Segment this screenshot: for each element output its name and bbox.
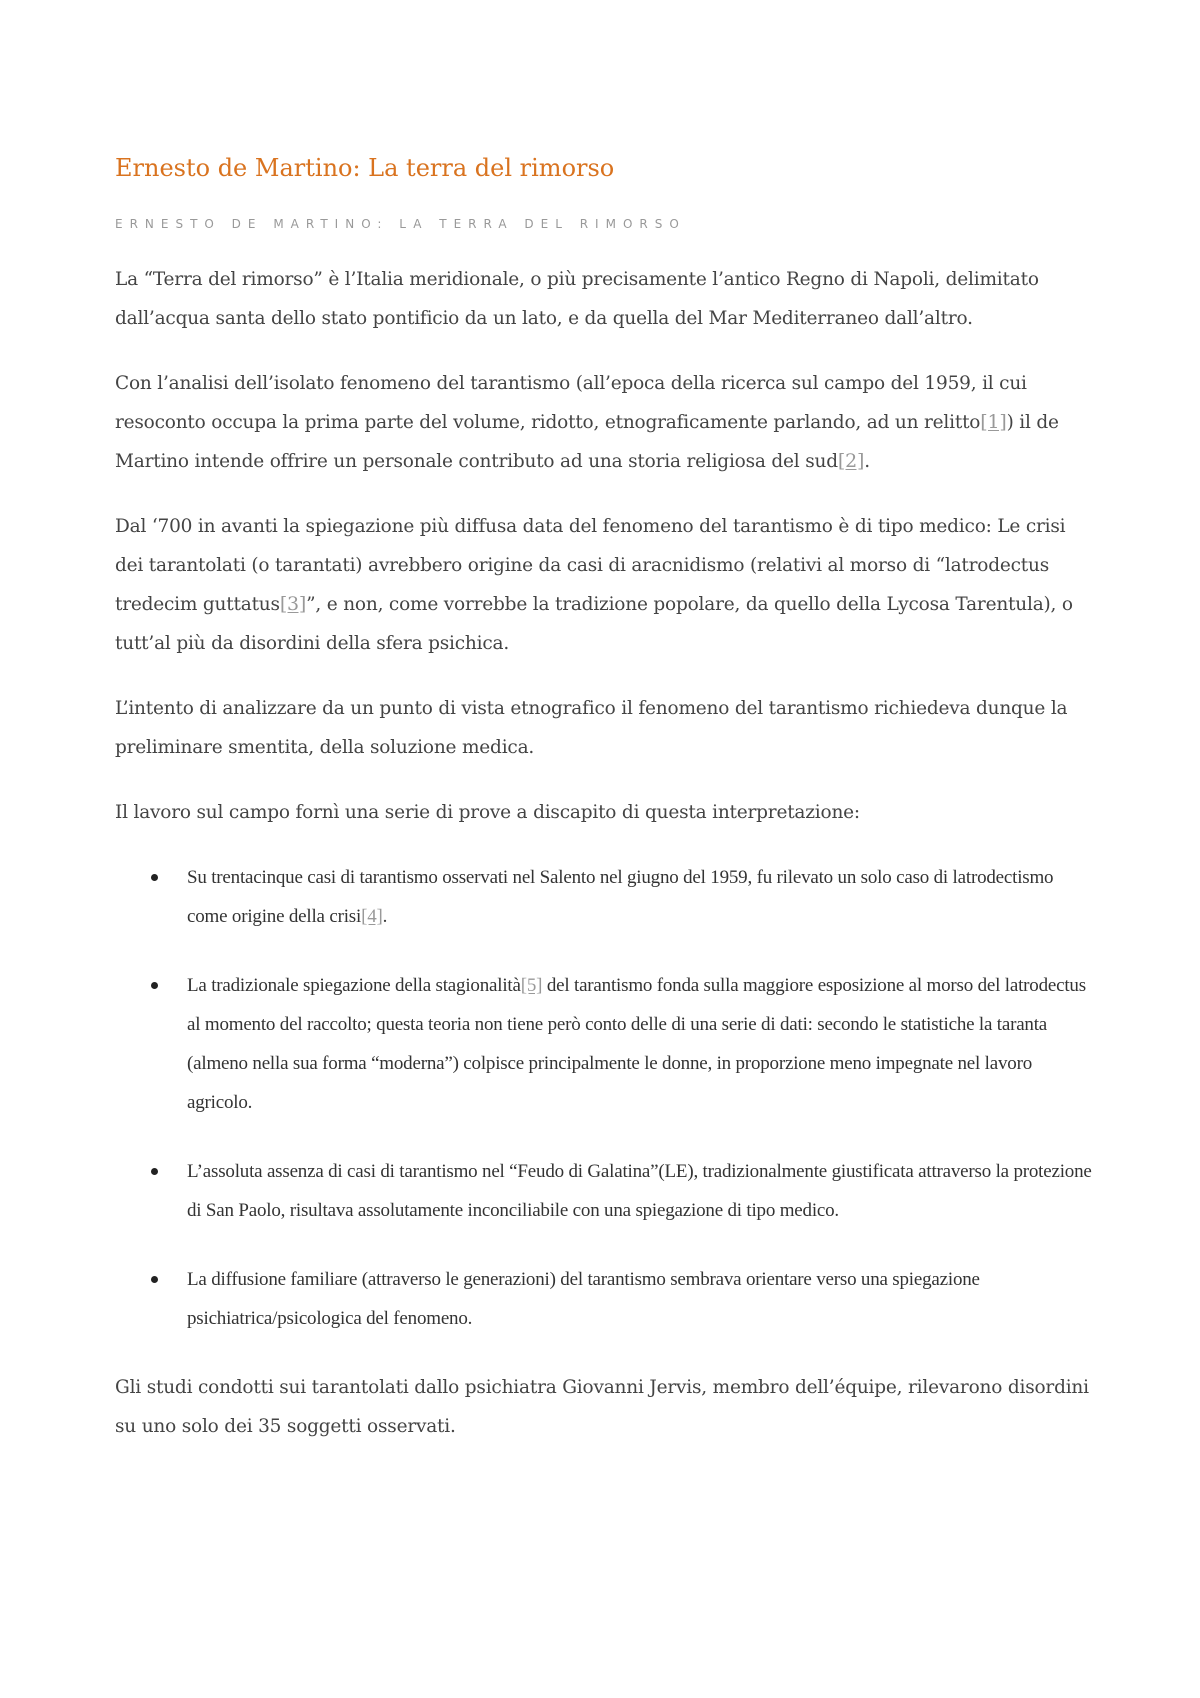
article-kicker: ERNESTO DE MARTINO: LA TERRA DEL RIMORSO — [115, 217, 686, 231]
bullet-icon — [151, 874, 158, 881]
paragraph-1: La “Terra del rimorso” è l’Italia meridionale, o più precisamente l’antico Regno di Napoli, delimitato dall’acqua santa dello stato pontificio da un lato, e da quella del Mar Mediterraneo dall’altro. — [115, 269, 1039, 329]
paragraph-2-text-b: ) il de Martino intende offrire un personale contributo ad una storia religiosa del sud — [115, 412, 1059, 472]
paragraph-5: Il lavoro sul campo fornì una serie di prove a discapito di questa interpretazione: — [115, 802, 860, 823]
bullet-icon — [151, 982, 158, 989]
article-title: Ernesto de Martino: La terra del rimorso — [115, 154, 615, 182]
list-item-3-text: L’assoluta assenza di casi di tarantismo nel “Feudo di Galatina”(LE), tradizionalmente giustificata attraverso la protezione di San Paolo, risultava assolutamente inconciliabile con una spiegazione di tipo medico. — [187, 1161, 1092, 1221]
paragraph-3-text-a: Dal ‘700 in avanti la spiegazione più diffusa data del fenomeno del tarantismo è di tipo medico: Le crisi dei tarantolati (o tarantati) avrebbero origine da casi di aracnidismo (relativi al morso di “latrodectus tredecim guttatus — [115, 516, 1066, 615]
list-item-2-text-a: La tradizionale spiegazione della stagionalità — [187, 975, 521, 996]
list-item — [115, 1260, 1095, 1338]
bullet-icon — [151, 1276, 158, 1283]
evidence-list — [115, 858, 1095, 1338]
footnote-link-4[interactable]: [4] — [361, 906, 383, 927]
paragraph-3 — [115, 507, 1095, 663]
list-item-1-text-b: . — [382, 906, 388, 927]
list-item-1-text-a: Su trentacinque casi di tarantismo osservati nel Salento nel giugno del 1959, fu rilevato un solo caso di latrodectismo come origine della crisi — [187, 867, 1054, 927]
footnote-link-5[interactable]: [5] — [520, 975, 543, 996]
article — [115, 150, 1095, 1446]
paragraph-2-text-a: Con l’analisi dell’isolato fenomeno del tarantismo (all’epoca della ricerca sul campo del 1959, il cui resoconto occupa la prima parte del volume, ridotto, etnograficamente parlando, ad un relitto — [115, 373, 1027, 433]
footnote-link-1[interactable]: [1] — [980, 411, 1007, 433]
bullet-icon — [151, 1168, 158, 1175]
list-item-4-text: La diffusione familiare (attraverso le generazioni) del tarantismo sembrava orientare verso una spiegazione psichiatrica/psicologica del fenomeno. — [187, 1269, 980, 1329]
paragraph-4: L’intento di analizzare da un punto di vista etnografico il fenomeno del tarantismo richiedeva dunque la preliminare smentita, della soluzione medica. — [115, 698, 1068, 758]
paragraph-2-text-c: . — [864, 451, 870, 472]
list-item — [115, 1152, 1095, 1230]
list-item — [115, 966, 1095, 1122]
footnote-link-2[interactable]: [2] — [837, 450, 865, 472]
footnote-link-3[interactable]: [3] — [279, 593, 307, 615]
paragraph-2 — [115, 364, 1095, 481]
paragraph-6: Gli studi condotti sui tarantolati dallo psichiatra Giovanni Jervis, membro dell’équipe, rilevarono disordini su uno solo dei 35 soggetti osservati. — [115, 1377, 1089, 1437]
list-item-2-text-b: del tarantismo fonda sulla maggiore esposizione al morso del latrodectus al momento del raccolto; questa teoria non tiene però conto delle di una serie di dati: secondo le statistiche la taranta (almeno nella sua forma “moderna”) colpisce principalmente le donne, in proporzione meno impegnate nel lavoro agricolo. — [187, 975, 1086, 1113]
paragraph-3-text-b: ”, e non, come vorrebbe la tradizione popolare, da quello della Lycosa Tarentula), o tutt’al più da disordini della sfera psichica. — [115, 594, 1073, 654]
list-item — [115, 858, 1095, 936]
